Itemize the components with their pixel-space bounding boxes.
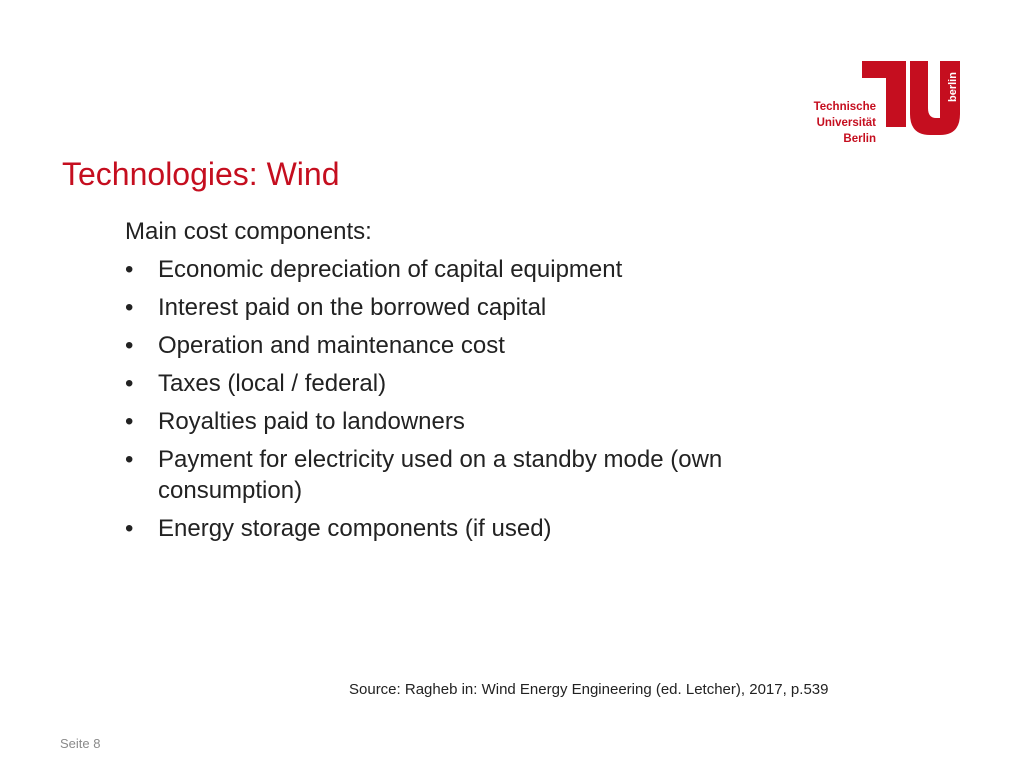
bullet-icon: • xyxy=(125,256,134,283)
list-item xyxy=(125,444,805,506)
list-item-text: Royalties paid to landowners xyxy=(158,408,465,435)
list-item xyxy=(125,513,805,544)
logo-line-1: Technische xyxy=(813,101,876,113)
list-item-text: Economic depreciation of capital equipment xyxy=(158,256,623,283)
bullet-icon: • xyxy=(125,515,134,542)
bullet-icon: • xyxy=(125,332,134,359)
source-citation: Source: Ragheb in: Wind Energy Engineering (ed. Letcher), 2017, p.539 xyxy=(349,681,829,698)
bullet-icon: • xyxy=(125,408,134,435)
list-item-text: Interest paid on the borrowed capital xyxy=(158,294,547,321)
intro-text: Main cost components: xyxy=(125,218,372,245)
slide-content xyxy=(125,216,805,551)
list-item-text: Payment for electricity used on a standby mode (own consumption) xyxy=(158,446,723,504)
list-item xyxy=(125,406,805,437)
bullet-icon: • xyxy=(125,370,134,397)
slide-title: Technologies: Wind xyxy=(62,156,340,192)
list-item xyxy=(125,292,805,323)
logo-berlin-text: berlin xyxy=(947,72,959,102)
bullet-icon: • xyxy=(125,446,134,473)
list-item xyxy=(125,330,805,361)
bullet-icon: • xyxy=(125,294,134,321)
page-number: Seite 8 xyxy=(60,736,101,751)
list-item-text: Energy storage components (if used) xyxy=(158,515,552,542)
tu-berlin-logo xyxy=(806,58,968,150)
cost-components-list xyxy=(125,254,805,544)
logo-t-stem xyxy=(886,61,906,127)
logo-line-3: Berlin xyxy=(843,133,876,145)
list-item xyxy=(125,254,805,285)
logo-line-2: Universität xyxy=(816,117,876,129)
list-item-text: Operation and maintenance cost xyxy=(158,332,505,359)
list-item-text: Taxes (local / federal) xyxy=(158,370,387,397)
tu-logo-mark-icon xyxy=(860,58,968,138)
list-item xyxy=(125,368,805,399)
